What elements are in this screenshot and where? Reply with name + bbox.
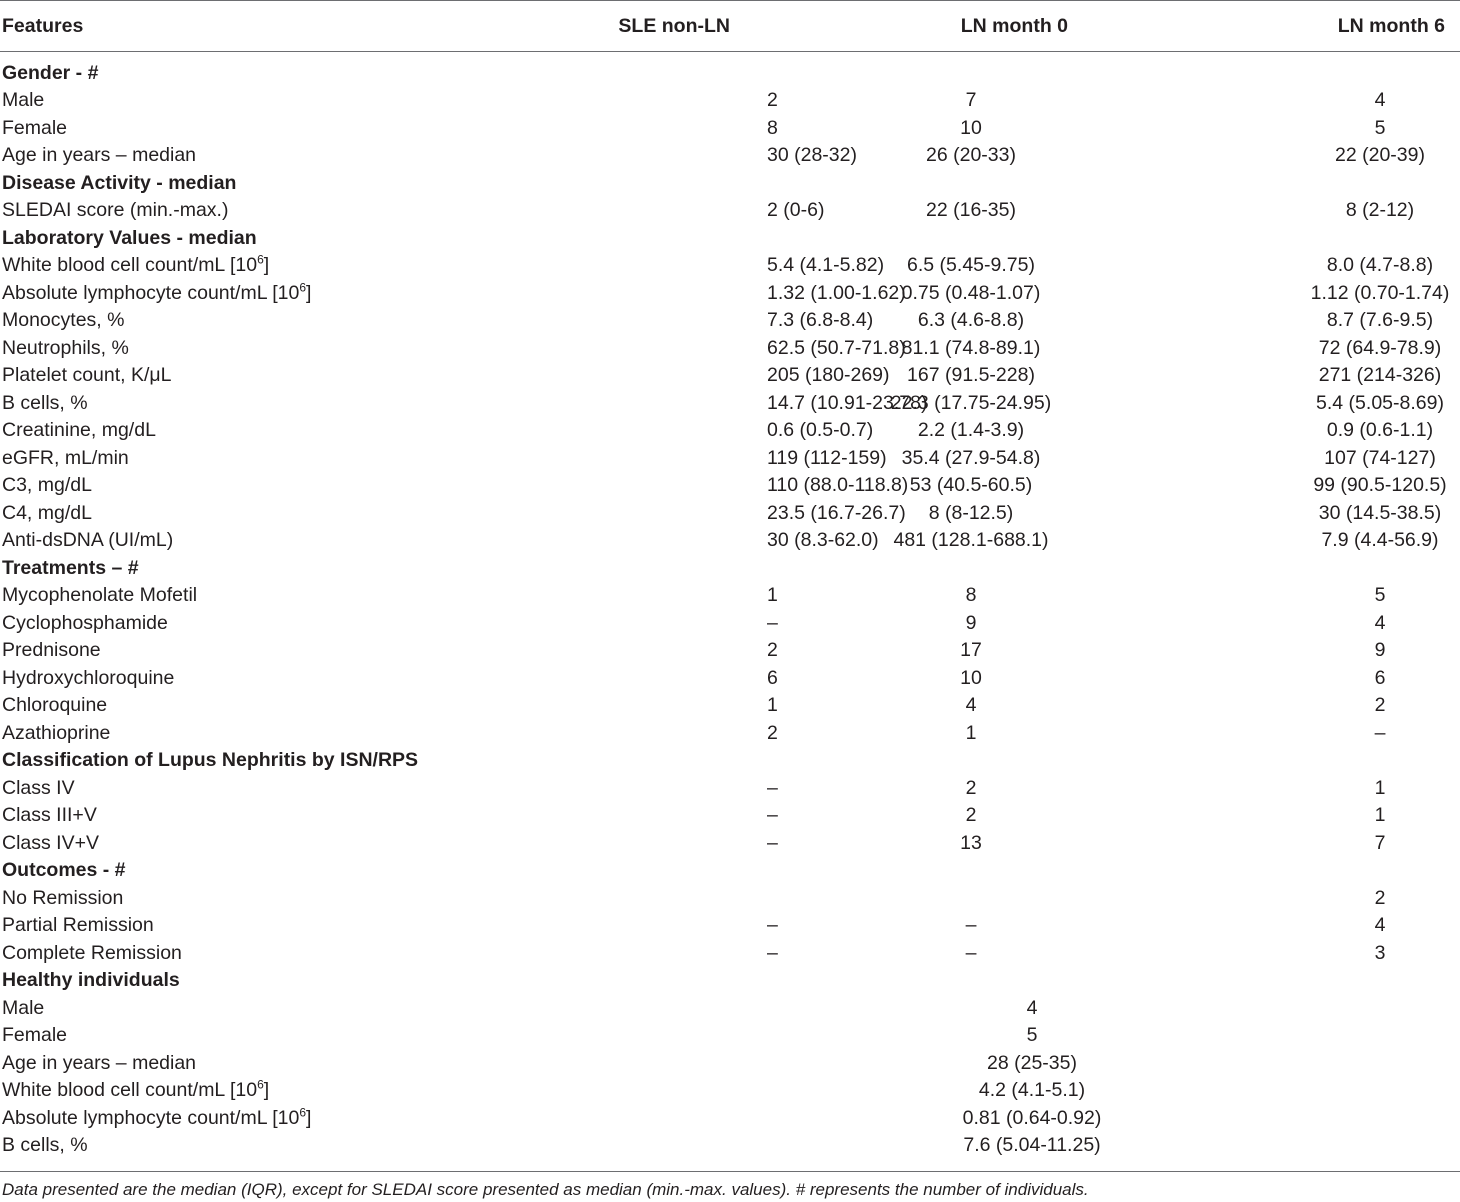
healthy-value-cell <box>520 1050 1460 1078</box>
table-row <box>0 665 1460 693</box>
row-label <box>0 1050 520 1078</box>
cell-ln-month-6: 8 (2-12) <box>1345 199 1415 222</box>
table-row <box>0 775 1460 803</box>
superscript-exponent: 6 <box>299 280 307 295</box>
section-row <box>0 170 1460 198</box>
row-label <box>0 252 520 280</box>
table-row <box>0 830 1460 858</box>
cell-ln-month-0: 35.4 (27.9-54.8) <box>901 446 1041 469</box>
header-ln-month-0: LN month 0 <box>730 1 1300 52</box>
cell-ln-month-6: 9 <box>1374 639 1386 662</box>
row-label <box>0 280 520 308</box>
section-row <box>0 52 1460 88</box>
row-label <box>0 1105 520 1133</box>
row-label-text: Anti-dsDNA (UI/mL) <box>2 529 174 552</box>
cell-ln-month-0: 81.1 (74.8-89.1) <box>901 336 1041 359</box>
row-label-text: Neutrophils, % <box>2 336 129 359</box>
cell-ln-month-6: 5.4 (5.05-8.69) <box>1316 391 1444 414</box>
section-heading: Treatments – # <box>2 556 139 579</box>
table-row <box>0 362 1460 390</box>
cell-sle-non-ln: – <box>767 776 778 799</box>
cell-ln-month-6: 8.7 (7.6-9.5) <box>1326 309 1434 332</box>
cell-ln-month-6: 4 <box>1374 611 1386 634</box>
cell-ln-month-0: 22.3 (17.75-24.95) <box>890 391 1052 414</box>
row-label <box>0 692 520 720</box>
row-label-text: No Remission <box>2 886 124 909</box>
cell-sle-non-ln: 8 <box>767 116 778 139</box>
cell-sle-non-ln: – <box>767 914 778 937</box>
row-label <box>0 307 520 335</box>
cell-sle-non-ln: 205 (180-269) <box>767 364 890 387</box>
table-row <box>0 940 1460 968</box>
cell-ln-month-0: 13 <box>960 831 982 854</box>
row-label <box>0 417 520 445</box>
cell-ln-month-0: 17 <box>960 639 982 662</box>
cell-ln-month-6: 22 (20-39) <box>1335 144 1425 167</box>
row-label-text: Complete Remission <box>2 941 182 964</box>
table-row <box>0 417 1460 445</box>
section-row <box>0 555 1460 583</box>
cell-ln-month-6: 2 <box>1374 694 1386 717</box>
table-row <box>0 307 1460 335</box>
cell-ln-month-6: 8.0 (4.7-8.8) <box>1326 254 1434 277</box>
cell-sle-non-ln: 119 (112-159) <box>767 446 887 469</box>
cell-ln-month-6: 1 <box>1374 804 1386 827</box>
cell-sle-non-ln: – <box>767 804 778 827</box>
healthy-value-cell <box>520 1105 1460 1133</box>
cell-ln-month-6: 7 <box>1374 831 1386 854</box>
cell-ln-month-0: 2 <box>965 804 977 827</box>
row-label <box>0 197 520 225</box>
cell-ln-month-6: 5 <box>1374 584 1386 607</box>
row-label-text: eGFR, mL/min <box>2 446 129 469</box>
cell-ln-month-0: 8 <box>965 584 977 607</box>
row-label <box>0 610 520 638</box>
table-row <box>0 692 1460 720</box>
superscript-exponent: 6 <box>257 1077 264 1092</box>
header-features: Features <box>0 1 520 52</box>
table-footnote: Data presented are the median (IQR), except for SLEDAI score presented as median (min.-max. values). # represents the number of individuals. <box>2 1180 1089 1199</box>
cell-ln-month-6: 2 <box>1374 886 1386 909</box>
table-row <box>0 87 1460 115</box>
cell-ln-month-6: 4 <box>1374 914 1386 937</box>
cell-ln-month-6: 1 <box>1374 776 1386 799</box>
cell-sle-non-ln: 0.6 (0.5-0.7) <box>767 419 874 442</box>
healthy-value-cell <box>520 995 1460 1023</box>
table-row <box>0 1050 1460 1078</box>
cell-ln-month-0: 7 <box>965 89 977 112</box>
row-label <box>0 1022 520 1050</box>
row-label-text: Platelet count, K/μL <box>2 364 172 387</box>
cell-sle-non-ln: 2 <box>767 639 778 662</box>
cell-ln-month-6: 72 (64.9-78.9) <box>1318 336 1442 359</box>
row-label <box>0 775 520 803</box>
row-label <box>0 1132 520 1160</box>
cell-ln-month-6: – <box>1374 721 1386 744</box>
table-row <box>0 582 1460 610</box>
row-label <box>0 335 520 363</box>
healthy-value-cell <box>520 1022 1460 1050</box>
row-label-text: Male <box>2 89 45 112</box>
table-row <box>0 115 1460 143</box>
table-row <box>0 445 1460 473</box>
table-row <box>0 527 1460 555</box>
cell-sle-non-ln: 1 <box>767 584 778 607</box>
cell-sle-non-ln: – <box>767 611 778 634</box>
row-label-text: Azathioprine <box>2 721 111 744</box>
cell-ln-month-6: 30 (14.5-38.5) <box>1318 501 1442 524</box>
cell-sle-non-ln: 7.3 (6.8-8.4) <box>767 309 874 332</box>
cell-ln-month-6: 3 <box>1374 941 1386 964</box>
cell-sle-non-ln: 2 <box>767 721 778 744</box>
cell-ln-month-0: 481 (128.1-688.1) <box>893 529 1049 552</box>
table-header-row <box>0 1 1460 52</box>
row-label <box>0 720 520 748</box>
cell-ln-month-0: – <box>965 914 977 937</box>
table-row <box>0 472 1460 500</box>
cell-ln-month-0: 2 <box>965 776 977 799</box>
table-row <box>0 802 1460 830</box>
section-heading: Gender - # <box>2 62 99 84</box>
row-label-text: Age in years – median <box>2 1051 197 1074</box>
table-row <box>0 390 1460 418</box>
superscript-exponent: 6 <box>257 252 264 267</box>
cell-ln-month-6: 7.9 (4.4-56.9) <box>1321 529 1439 552</box>
row-label-text: Class IV <box>2 776 75 799</box>
row-label <box>0 802 520 830</box>
table-row <box>0 637 1460 665</box>
row-label-text: Creatinine, mg/dL <box>2 419 156 442</box>
cell-ln-month-0: 6.3 (4.6-8.8) <box>917 309 1025 332</box>
cell-sle-non-ln: 30 (28-32) <box>767 144 857 167</box>
section-heading: Outcomes - # <box>2 859 126 882</box>
row-label-text: SLEDAI score (min.-max.) <box>2 199 229 222</box>
table-row <box>0 1022 1460 1050</box>
cell-sle-non-ln: 2 <box>767 89 778 112</box>
row-label <box>0 527 520 555</box>
table-row <box>0 500 1460 528</box>
row-label <box>0 637 520 665</box>
footer-divider <box>0 1171 1460 1172</box>
row-label-text: Prednisone <box>2 639 101 662</box>
cell-ln-month-0 <box>730 885 1300 913</box>
table-row <box>0 252 1460 280</box>
table-row <box>0 995 1460 1023</box>
section-row <box>0 967 1460 995</box>
superscript-exponent: 6 <box>299 1105 307 1120</box>
table-row <box>0 1077 1460 1105</box>
cell-ln-month-0: 2.2 (1.4-3.9) <box>917 419 1025 442</box>
section-heading: Healthy individuals <box>2 969 180 992</box>
row-label-suffix: ] <box>306 1106 312 1129</box>
row-label <box>0 500 520 528</box>
cell-sle-non-ln: 1 <box>767 694 778 717</box>
row-label-text: Cyclophosphamide <box>2 611 168 634</box>
row-label <box>0 940 520 968</box>
table-row <box>0 720 1460 748</box>
section-row <box>0 225 1460 253</box>
row-label-text: White blood cell count/mL [10 <box>2 1079 258 1102</box>
cell-ln-month-0: 4 <box>965 694 977 717</box>
cell-sle-non-ln: 14.7 (10.91-23.78) <box>767 391 928 414</box>
row-label <box>0 472 520 500</box>
row-label-text: B cells, % <box>2 1134 88 1157</box>
header-sle-non-ln: SLE non-LN <box>520 1 730 52</box>
healthy-value: 7.6 (5.04-11.25) <box>963 1134 1101 1157</box>
section-heading: Classification of Lupus Nephritis by ISN/RPS <box>2 749 419 772</box>
cell-ln-month-0: 167 (91.5-228) <box>907 364 1035 387</box>
row-label-suffix: ] <box>263 1079 270 1102</box>
row-label-suffix: ] <box>306 281 312 304</box>
table-row <box>0 280 1460 308</box>
cell-ln-month-6: 1.12 (0.70-1.74) <box>1310 281 1450 304</box>
cell-sle-non-ln: 2 (0-6) <box>767 199 825 222</box>
cell-ln-month-6: 6 <box>1374 666 1386 689</box>
cell-ln-month-0: 53 (40.5-60.5) <box>909 474 1033 497</box>
section-row <box>0 747 1460 775</box>
row-label-text: Absolute lymphocyte count/mL [10 <box>2 1106 300 1129</box>
row-label-text: Absolute lymphocyte count/mL [10 <box>2 281 300 304</box>
cell-ln-month-6: 5 <box>1374 116 1386 139</box>
header-ln-month-6: LN month 6 <box>1300 1 1460 52</box>
section-heading: Laboratory Values - median <box>2 226 257 249</box>
cell-sle-non-ln: – <box>767 941 778 964</box>
cell-ln-month-0: 26 (20-33) <box>926 144 1016 167</box>
table-row <box>0 885 1460 913</box>
section-row <box>0 857 1460 885</box>
cell-ln-month-0: – <box>965 941 977 964</box>
row-label <box>0 1077 520 1105</box>
row-label <box>0 665 520 693</box>
cell-ln-month-6: 4 <box>1374 89 1386 112</box>
row-label-text: Class IV+V <box>2 831 99 854</box>
row-label <box>0 445 520 473</box>
cell-ln-month-0: 0.75 (0.48-1.07) <box>901 281 1041 304</box>
section-heading: Disease Activity - median <box>2 171 237 194</box>
cell-ln-month-0: 9 <box>965 611 977 634</box>
row-label-text: B cells, % <box>2 391 88 414</box>
table-row <box>0 335 1460 363</box>
cell-sle-non-ln: 30 (8.3-62.0) <box>767 529 879 552</box>
row-label-text: Class III+V <box>2 804 97 827</box>
cell-ln-month-0: 22 (16-35) <box>926 199 1016 222</box>
row-label <box>0 390 520 418</box>
table-row <box>0 912 1460 940</box>
healthy-value: 0.81 (0.64-0.92) <box>962 1106 1102 1129</box>
row-label-text: Monocytes, % <box>2 309 125 332</box>
row-label <box>0 362 520 390</box>
cell-sle-non-ln: 110 (88.0-118.8) <box>767 474 909 497</box>
healthy-value-cell <box>520 1077 1460 1105</box>
cell-sle-non-ln: 1.32 (1.00-1.62) <box>767 281 906 304</box>
row-label-text: Mycophenolate Mofetil <box>2 584 198 607</box>
row-label <box>0 885 520 913</box>
row-label-text: Age in years – median <box>2 144 197 167</box>
row-label-text: C4, mg/dL <box>2 501 92 524</box>
table-row <box>0 142 1460 170</box>
row-label <box>0 912 520 940</box>
row-label-text: Female <box>2 1024 68 1047</box>
row-label <box>0 830 520 858</box>
cell-ln-month-6: 107 (74-127) <box>1324 446 1436 469</box>
table-body <box>0 52 1460 1160</box>
healthy-value: 4 <box>1026 996 1038 1019</box>
healthy-value: 28 (25-35) <box>987 1051 1077 1074</box>
cell-sle-non-ln: 5.4 (4.1-5.82) <box>767 254 885 277</box>
row-label <box>0 995 520 1023</box>
table-row <box>0 197 1460 225</box>
healthy-value: 5 <box>1026 1024 1038 1047</box>
row-label-text: C3, mg/dL <box>2 474 92 497</box>
row-label-text: Female <box>2 116 68 139</box>
cell-ln-month-0: 10 <box>960 666 982 689</box>
table-row <box>0 1132 1460 1160</box>
row-label-text: Male <box>2 996 45 1019</box>
row-label <box>0 582 520 610</box>
cell-ln-month-6: 271 (214-326) <box>1318 364 1442 387</box>
row-label-suffix: ] <box>263 254 270 277</box>
row-label-text: Partial Remission <box>2 914 154 937</box>
table-row <box>0 610 1460 638</box>
row-label-text: Hydroxychloroquine <box>2 666 175 689</box>
cell-ln-month-0: 10 <box>960 116 982 139</box>
row-label-text: White blood cell count/mL [10 <box>2 254 258 277</box>
table-row <box>0 1105 1460 1133</box>
row-label <box>0 142 520 170</box>
cell-ln-month-0: 8 (8-12.5) <box>928 501 1014 524</box>
cell-ln-month-0: 1 <box>965 721 977 744</box>
row-label <box>0 87 520 115</box>
cell-sle-non-ln: 23.5 (16.7-26.7) <box>767 501 906 524</box>
cell-sle-non-ln: 62.5 (50.7-71.8) <box>767 336 906 359</box>
cell-sle-non-ln: – <box>767 831 778 854</box>
cell-ln-month-6: 99 (90.5-120.5) <box>1313 474 1447 497</box>
healthy-value: 4.2 (4.1-5.1) <box>978 1079 1086 1102</box>
healthy-value-cell <box>520 1132 1460 1160</box>
cell-sle-non-ln: 6 <box>767 666 778 689</box>
cell-ln-month-6: 0.9 (0.6-1.1) <box>1326 419 1434 442</box>
cell-ln-month-0: 6.5 (5.45-9.75) <box>907 254 1035 277</box>
cell-sle-non-ln <box>520 885 730 913</box>
row-label-text: Chloroquine <box>2 694 108 717</box>
row-label <box>0 115 520 143</box>
